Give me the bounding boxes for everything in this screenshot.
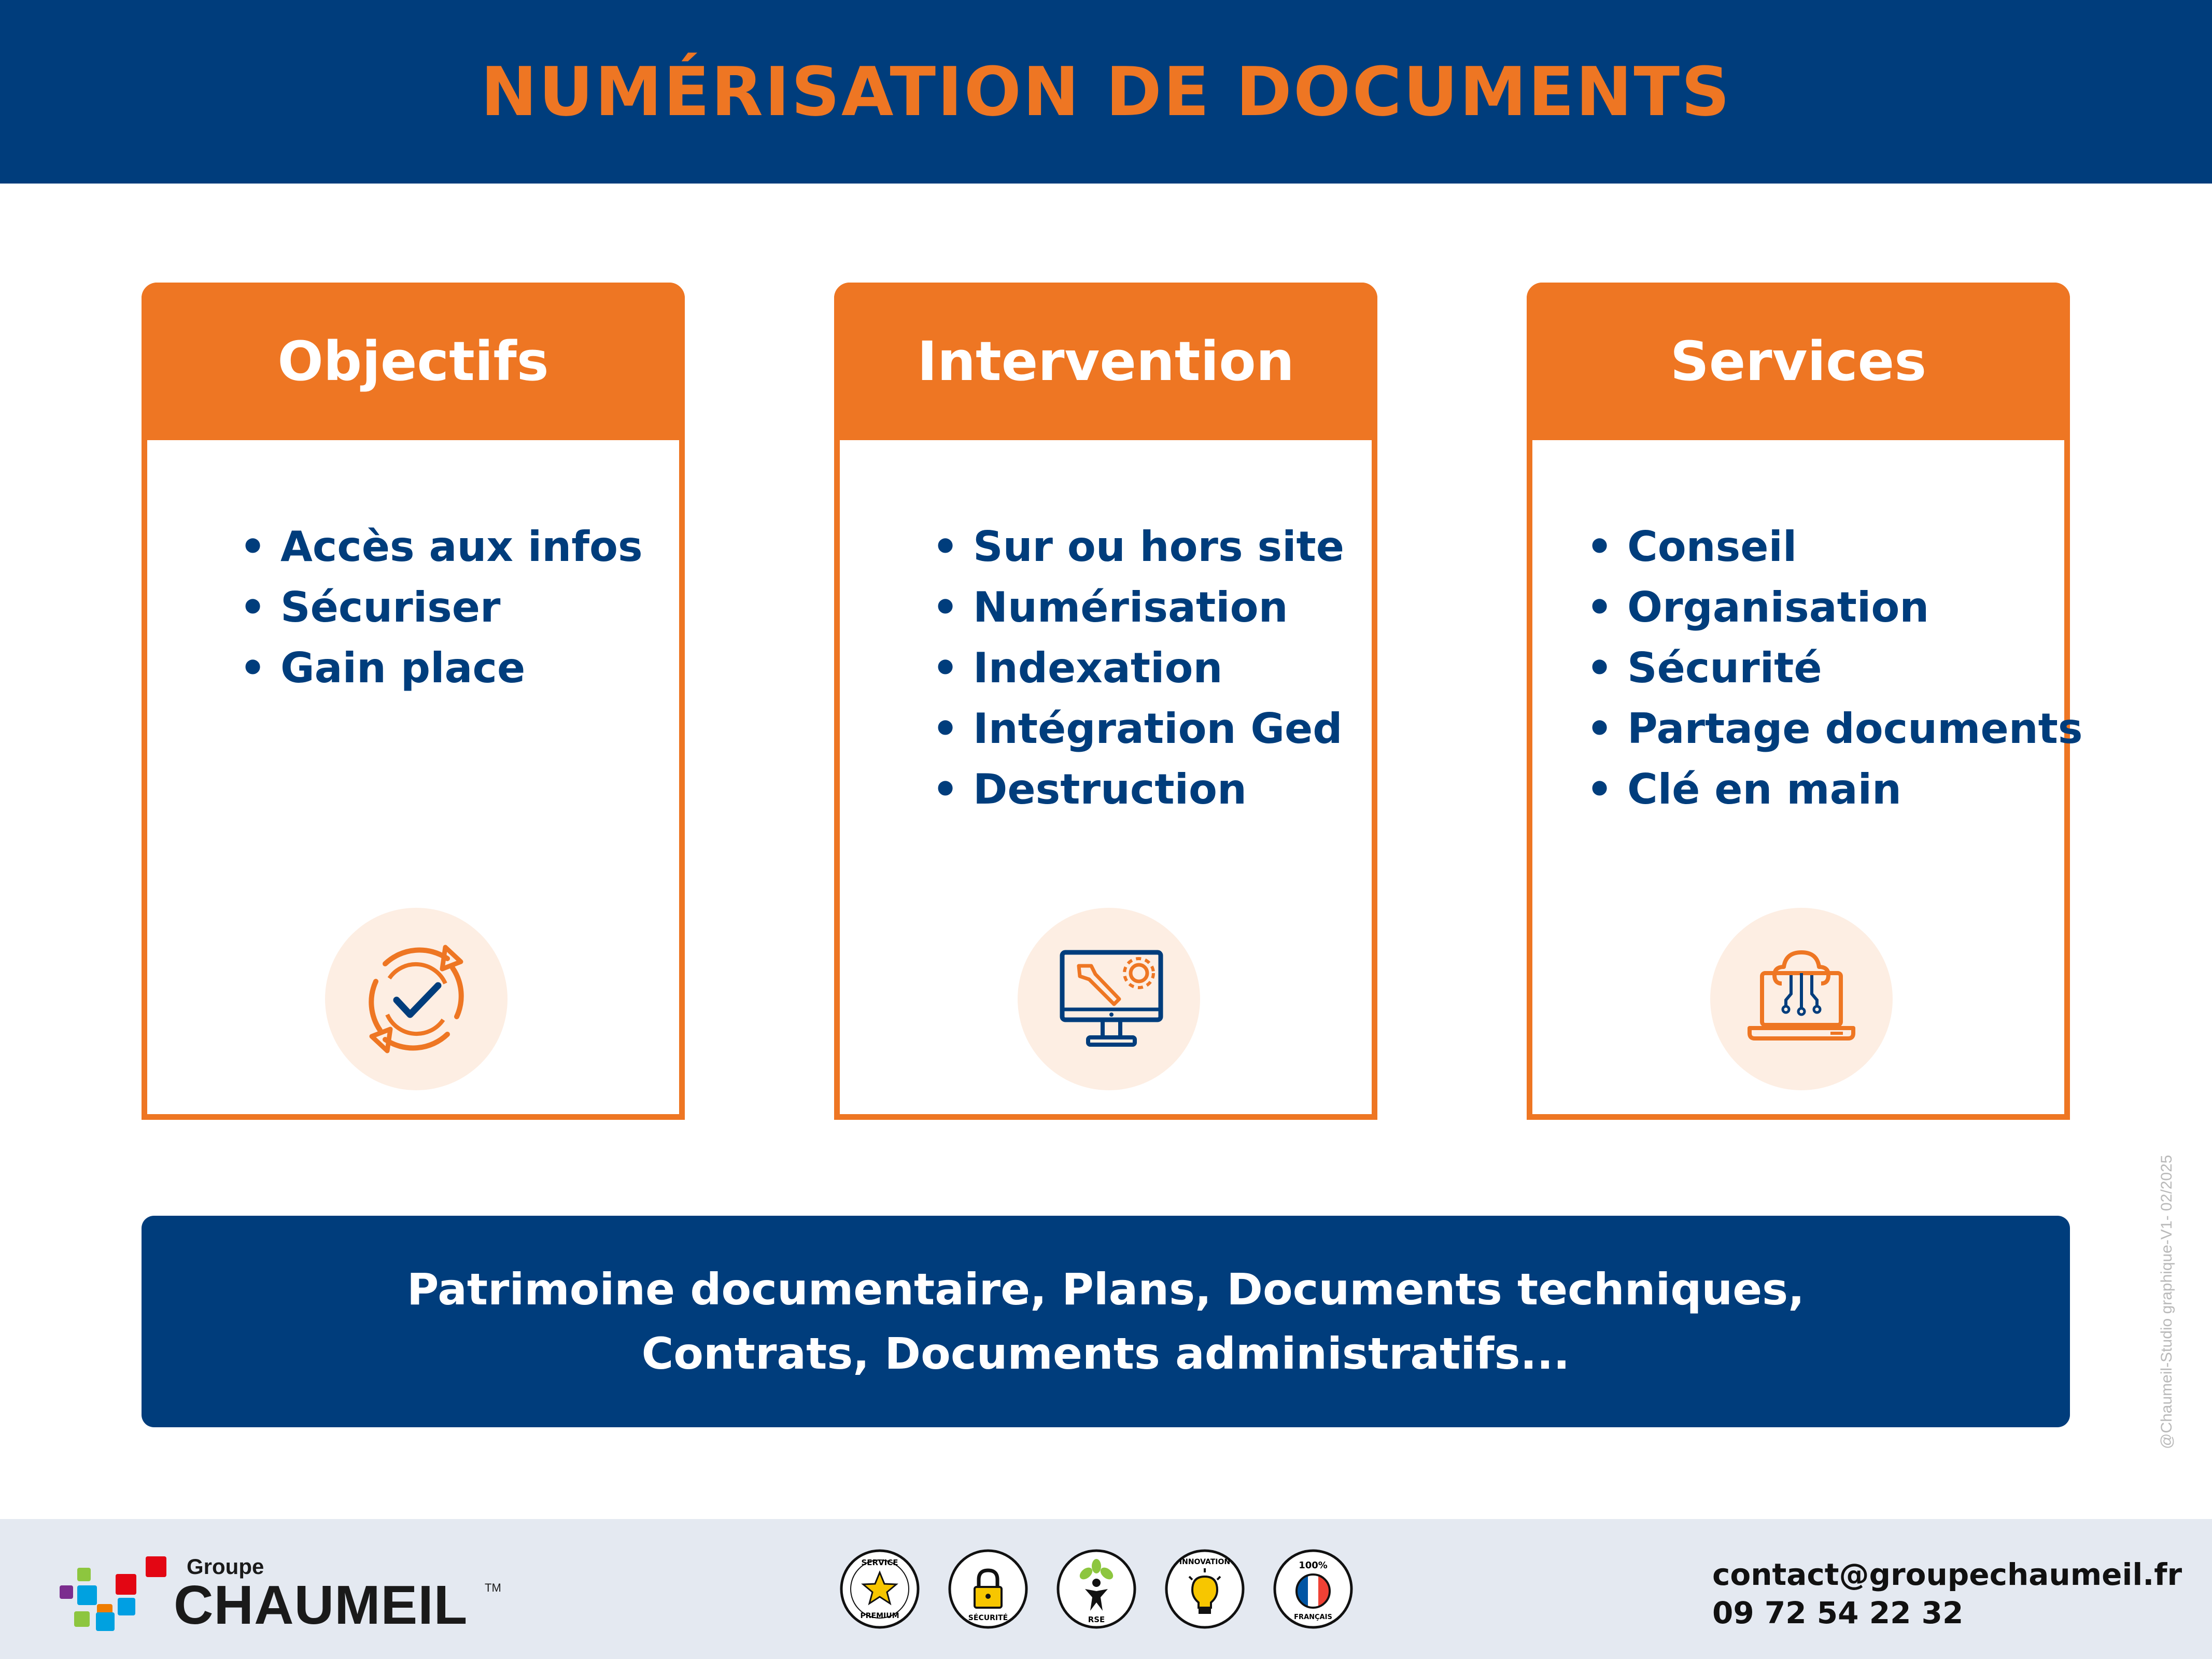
badge-top-text: INNOVATION <box>1179 1558 1231 1566</box>
card-title: Objectifs <box>277 330 549 393</box>
list-item: • Sécurité <box>1586 638 2083 698</box>
securite-badge <box>947 1548 1030 1630</box>
laptop-cloud-icon <box>1710 908 1893 1090</box>
badge-bottom-text: PREMIUM <box>860 1612 899 1620</box>
badge-bottom-text: FRANÇAIS <box>1294 1613 1332 1621</box>
card-header <box>1527 283 2070 440</box>
page-header <box>0 0 2212 184</box>
card-list <box>239 516 643 698</box>
badge-top-text: SERVICE <box>861 1558 898 1567</box>
card-title: Services <box>1670 330 1927 393</box>
card-header <box>142 283 685 440</box>
card-list <box>1586 516 2083 820</box>
list-item: • Conseil <box>1586 516 2083 577</box>
logo-tm: TM <box>485 1581 501 1594</box>
french-flag-icon <box>1297 1574 1330 1608</box>
card-title: Intervention <box>917 330 1294 393</box>
document-types-banner <box>142 1216 2070 1427</box>
list-item: • Gain place <box>239 638 643 698</box>
innovation-badge <box>1163 1548 1246 1630</box>
card-services <box>1527 283 2083 1120</box>
refresh-check-icon <box>325 908 508 1090</box>
list-item: • Numérisation <box>932 577 1344 638</box>
footer <box>0 1519 2212 1659</box>
contact-block <box>1712 1555 2182 1632</box>
list-item: • Sur ou hors site <box>932 516 1344 577</box>
list-item: • Accès aux infos <box>239 516 643 577</box>
badge-bottom-text: RSE <box>1088 1615 1105 1624</box>
contact-email[interactable]: contact@groupechaumeil.fr <box>1712 1557 2182 1592</box>
service-premium-badge <box>838 1548 921 1630</box>
contact-phone[interactable]: 09 72 54 22 32 <box>1712 1595 1964 1630</box>
badge-top-text: 100% <box>1299 1560 1328 1571</box>
francais-badge <box>1272 1548 1355 1630</box>
page-title: NUMÉRISATION DE DOCUMENTS <box>481 52 1731 131</box>
rse-badge <box>1055 1548 1138 1630</box>
list-item: • Intégration Ged <box>932 698 1344 759</box>
card-intervention <box>834 283 1377 1120</box>
card-objectifs <box>142 283 685 1120</box>
badge-bottom-text: SÉCURITÉ <box>968 1614 1008 1622</box>
banner-line-2: Contrats, Documents administratifs... <box>641 1328 1570 1379</box>
list-item: • Destruction <box>932 759 1344 820</box>
chaumeil-logo <box>60 1550 505 1636</box>
list-item: • Clé en main <box>1586 759 2083 820</box>
list-item: • Indexation <box>932 638 1344 698</box>
list-item: • Sécuriser <box>239 577 643 638</box>
list-item: • Partage documents <box>1586 698 2083 759</box>
banner-line-1: Patrimoine documentaire, Plans, Documents techniques, <box>406 1264 1805 1315</box>
copyright-note <box>2158 1086 2175 1449</box>
card-header <box>834 283 1377 440</box>
logo-groupe-text: Groupe <box>187 1554 264 1579</box>
copyright-text: @Chaumeil-Studio graphique-V1- 02/2025 <box>2158 1155 2175 1449</box>
logo-brand-text: CHAUMEIL <box>174 1574 468 1636</box>
list-item: • Organisation <box>1586 577 2083 638</box>
card-list <box>932 516 1344 820</box>
monitor-tools-icon <box>1018 908 1200 1090</box>
